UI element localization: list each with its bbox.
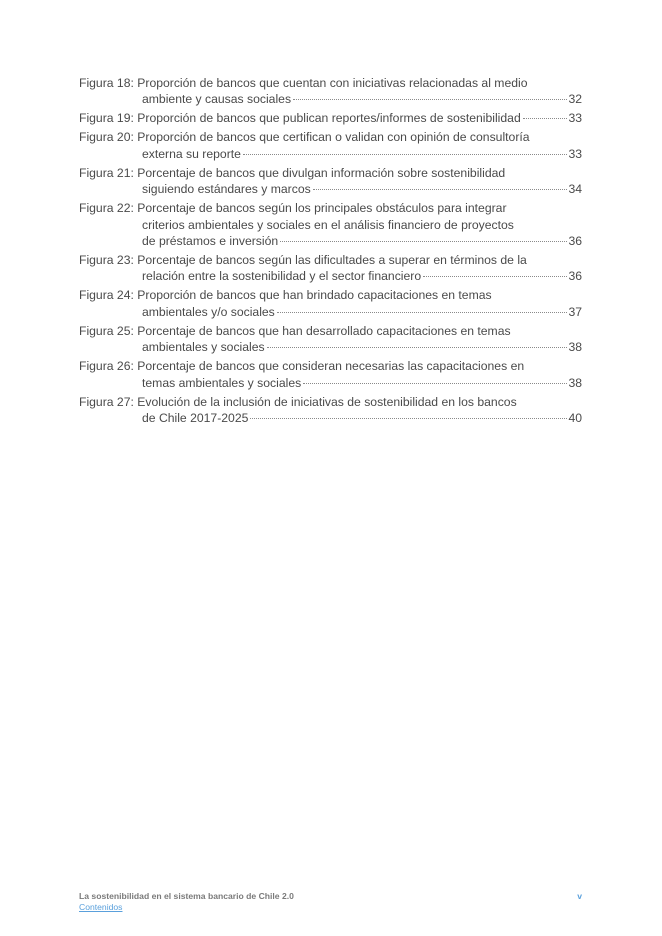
dot-leader	[313, 189, 568, 190]
dot-leader	[303, 383, 567, 384]
dot-leader	[250, 418, 567, 419]
toc-entry-text: Figura 25: Porcentaje de bancos que han desarrollado capacitaciones en temas	[79, 323, 511, 338]
toc-entry-text: temas ambientales y sociales	[142, 375, 302, 390]
toc-entry[interactable]	[79, 323, 582, 356]
footer-contents-link[interactable]: Contenidos	[79, 902, 123, 912]
toc-entry[interactable]	[79, 252, 582, 285]
toc-entry[interactable]	[79, 287, 582, 320]
dot-leader	[293, 99, 567, 100]
dot-leader	[280, 241, 567, 242]
toc-page-number: 33	[568, 146, 582, 161]
dot-leader	[243, 154, 568, 155]
dot-leader	[267, 347, 568, 348]
toc-page-number: 36	[568, 234, 582, 249]
toc-entry-text: Figura 18: Proporción de bancos que cuentan con iniciativas relacionadas al medio	[79, 76, 528, 90]
toc-page-number: 37	[568, 304, 582, 319]
toc-entry-text: Figura 21: Porcentaje de bancos que divulgan información sobre sostenibilidad	[79, 165, 506, 180]
toc-entry-text: externa su reporte	[142, 146, 241, 161]
toc-page-number: 33	[568, 111, 582, 126]
toc-entry-text: Figura 23: Porcentaje de bancos según las dificultades a superar en términos de la	[79, 253, 527, 268]
dot-leader	[423, 276, 567, 277]
toc-entry-text: relación entre la sostenibilidad y el sector financiero	[142, 269, 422, 284]
page-footer	[79, 891, 582, 913]
toc-entry[interactable]	[79, 110, 582, 126]
footer-page-number: v	[577, 891, 582, 901]
toc-page-number: 36	[568, 269, 582, 284]
toc-entry[interactable]	[79, 358, 582, 391]
dot-leader	[277, 312, 568, 313]
toc-entry-text: de Chile 2017-2025	[142, 411, 249, 426]
toc-page-number: 38	[568, 375, 582, 390]
toc-page-number: 34	[568, 182, 582, 197]
toc-page-number: 32	[568, 92, 582, 107]
toc-entry-text: siguiendo estándares y marcos	[142, 182, 311, 197]
toc-entry[interactable]	[79, 200, 582, 249]
toc-entry-text: ambientales y sociales	[142, 340, 265, 355]
toc-entry-text: Figura 22: Porcentaje de bancos según los principales obstáculos para integrar	[79, 201, 507, 216]
footer-document-title: La sostenibilidad en el sistema bancario de Chile 2.0	[79, 891, 294, 901]
toc-entry[interactable]	[79, 394, 582, 427]
table-of-figures	[79, 75, 582, 429]
toc-entry[interactable]	[79, 165, 582, 198]
toc-page-number: 38	[568, 340, 582, 355]
toc-entry[interactable]	[79, 75, 582, 108]
toc-entry-text: ambientales y/o sociales	[142, 304, 275, 319]
toc-entry[interactable]	[79, 129, 582, 162]
toc-entry-text: de préstamos e inversión	[142, 234, 279, 249]
dot-leader	[523, 118, 568, 119]
toc-entry-text: Figura 19: Proporción de bancos que publican reportes/informes de sostenibilidad	[79, 111, 521, 126]
toc-entry-text: criterios ambientales y sociales en el análisis financiero de proyectos	[142, 217, 514, 232]
toc-entry-text: Figura 20: Proporción de bancos que certifican o validan con opinión de consultoría	[79, 130, 530, 145]
toc-page-number: 40	[568, 411, 582, 426]
toc-entry-text: Figura 26: Porcentaje de bancos que consideran necesarias las capacitaciones en	[79, 359, 525, 374]
toc-entry-text: Figura 24: Proporción de bancos que han brindado capacitaciones en temas	[79, 288, 492, 303]
toc-entry-text: ambiente y causas sociales	[142, 92, 292, 107]
toc-entry-text: Figura 27: Evolución de la inclusión de iniciativas de sostenibilidad en los bancos	[79, 394, 517, 409]
